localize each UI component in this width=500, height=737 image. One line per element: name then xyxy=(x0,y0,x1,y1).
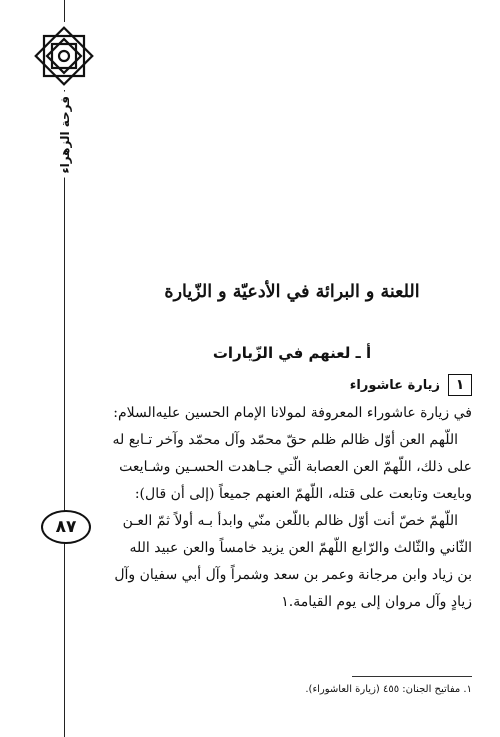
footnote-divider xyxy=(352,676,472,677)
paragraph-supplication-2: اللّهمّ خصّ أنت أوّل ظالم باللّعن منّي وابدأ بـه أولاً ثمّ العـن الثّاني والثّالث والرّابع اللّهمّ العن يزيد خامساً والعن عبيد الله بن زياد وابن مرجانة وعمر بن سعد وشمراً وآل أبي سفيان وآل زيادٍ وآل مروان إلى يوم القيامة.١ xyxy=(114,513,472,610)
book-title: فرحة الزهراء xyxy=(58,92,72,178)
footnote: ١. مفاتيح الجنان: ٤٥٥ (زيارة العاشوراء). xyxy=(305,684,472,695)
page-number: ٨٧ xyxy=(41,510,91,544)
star-ornament-icon xyxy=(30,22,98,90)
section-title: أ ـ لعنهم في الزّيارات xyxy=(212,344,372,362)
paragraph-intro: في زيارة عاشوراء المعروفة لمولانا الإمام الحسين عليه‌السلام: xyxy=(113,405,472,421)
chapter-title: اللعنة و البرائة في الأدعيّة و الزّيارة xyxy=(164,282,420,302)
item-number-badge: ١ xyxy=(448,374,472,396)
item-title: زيارة عاشوراء xyxy=(349,377,440,393)
item-heading xyxy=(350,374,472,396)
paragraph-supplication-1: اللّهم العن أوّل ظالم ظلم حقّ محمّد وآل محمّد وآخر تـابع له على ذلك، اللّهمّ العن العصابة الّتي جـاهدت الحسـين وشـايعت وبايعت وتابعت على قتله، اللّهمّ العنهم جميعاً (إلى أن قال): xyxy=(112,432,472,502)
body-text xyxy=(112,400,472,616)
page-content xyxy=(112,0,472,737)
